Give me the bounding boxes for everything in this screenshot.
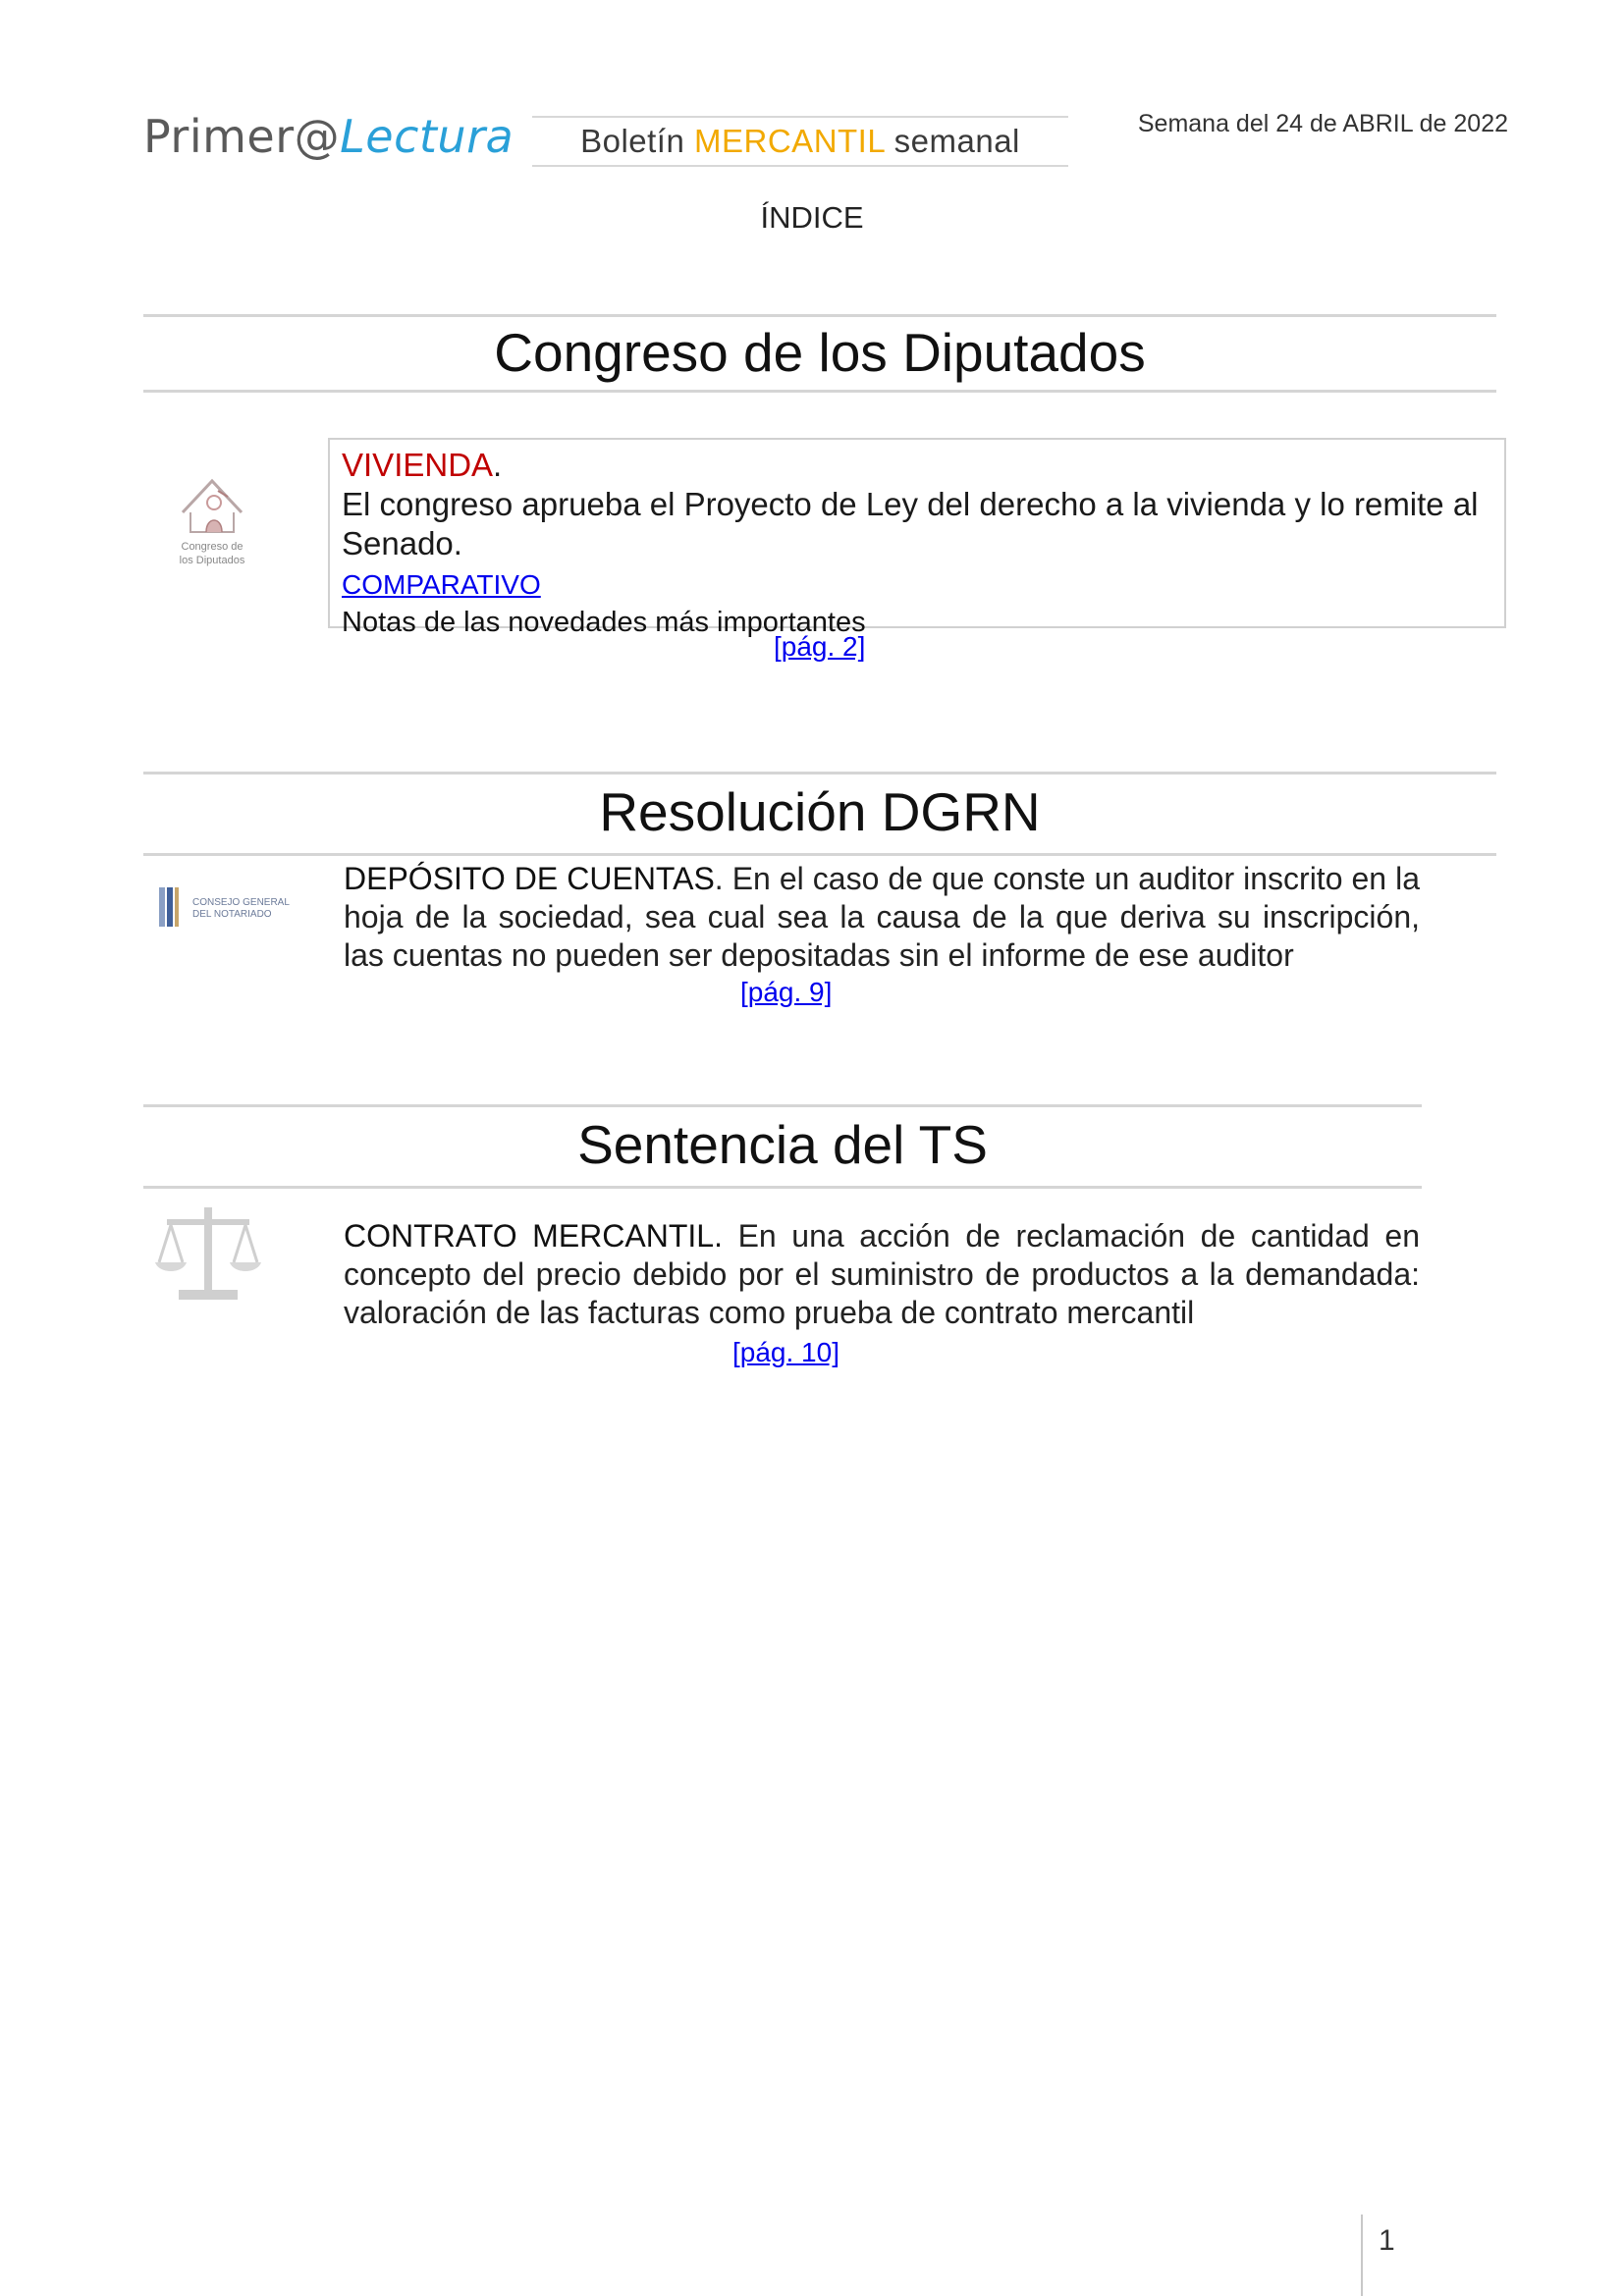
section-title-congreso: Congreso de los Diputados bbox=[143, 314, 1496, 393]
page-link-9[interactable]: [pág. 9] bbox=[740, 977, 833, 1007]
entry-title-suffix: . bbox=[493, 447, 503, 483]
balance-scale-icon bbox=[153, 1200, 263, 1308]
entry-text-deposito: . En el caso de que conste un auditor inscrito en la hoja de la sociedad, sea cual sea la causa de la que deriva su inscripción, las cuentas no pueden ser depositadas sin el informe de ese auditor bbox=[344, 861, 1421, 973]
notariado-caption-1: CONSEJO GENERAL bbox=[192, 897, 290, 908]
entry-text-contrato: En una acción de reclamación de cantidad en concepto del precio debido por el suministro de productos a la demandada: valoración de las facturas como prueba de contrato mercantil bbox=[344, 1218, 1421, 1330]
congreso-logo-caption-2: los Diputados bbox=[179, 555, 245, 566]
entry-vivienda bbox=[328, 438, 1506, 638]
page-link-10[interactable]: [pág. 10] bbox=[732, 1337, 839, 1367]
page-link-2[interactable]: [pág. 2] bbox=[774, 631, 866, 662]
section-title-dgrn: Resolución DGRN bbox=[143, 772, 1496, 856]
entry-title-vivienda: VIVIENDA bbox=[342, 447, 494, 483]
entry-contrato bbox=[344, 1217, 1420, 1332]
bulletin-accent: MERCANTIL bbox=[694, 123, 885, 159]
bulletin-post: semanal bbox=[884, 123, 1020, 159]
brand-logo-part2: Lectura bbox=[340, 110, 514, 163]
notes-text: Notas de las novedades más importantes bbox=[342, 607, 866, 638]
comparativo-link[interactable]: COMPARATIVO bbox=[342, 569, 541, 600]
index-title: ÍNDICE bbox=[760, 200, 864, 235]
entry-lead-deposito: DEPÓSITO DE CUENTAS bbox=[344, 861, 715, 896]
congreso-logo-icon bbox=[163, 452, 261, 569]
entry-text-vivienda: El congreso aprueba el Proyecto de Ley del derecho a la vivienda y lo remite al Senado. bbox=[342, 486, 1479, 561]
page-number: 1 bbox=[1379, 2224, 1395, 2257]
bulletin-pre: Boletín bbox=[580, 123, 695, 159]
brand-logo-part1: Primer@ bbox=[143, 110, 341, 163]
entry-deposito bbox=[344, 860, 1420, 975]
notariado-logo-icon bbox=[155, 881, 293, 940]
footer-divider bbox=[1361, 2215, 1363, 2296]
brand-logo bbox=[143, 110, 514, 163]
bulletin-title bbox=[532, 116, 1068, 167]
entry-lead-contrato: CONTRATO MERCANTIL. bbox=[344, 1218, 723, 1254]
section-title-ts: Sentencia del TS bbox=[143, 1104, 1422, 1189]
week-date: Semana del 24 de ABRIL de 2022 bbox=[1137, 110, 1508, 137]
notariado-caption-2: DEL NOTARIADO bbox=[192, 909, 272, 920]
congreso-logo-caption-1: Congreso de bbox=[181, 541, 244, 553]
